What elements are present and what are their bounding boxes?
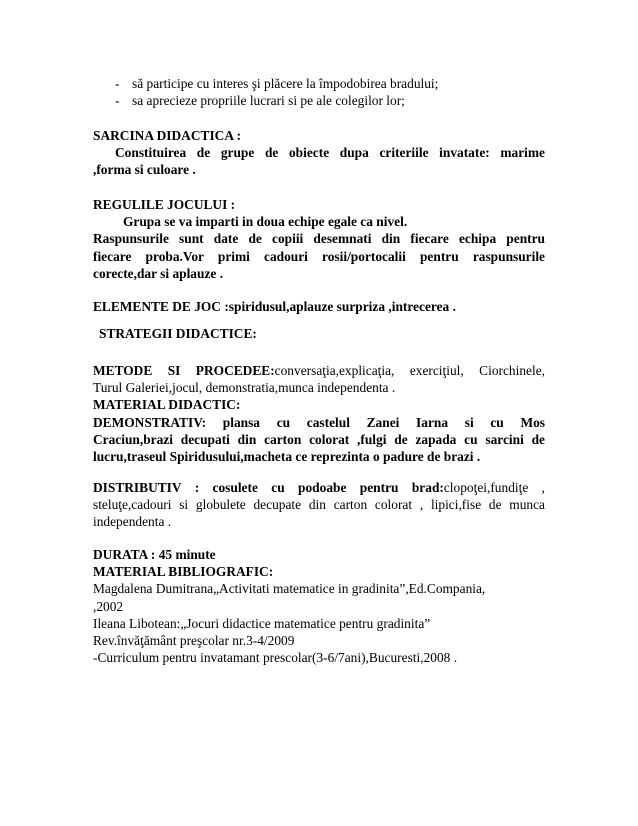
elemente-joc — [93, 298, 545, 315]
bibliografie-line: -Curriculum pentru invatamant prescolar(3-6/7ani),Bucuresti,2008 . — [93, 650, 458, 666]
sarcina-line: ,forma si culoare . — [93, 162, 196, 178]
reguli-section — [93, 196, 545, 282]
bibliografie-line: ,2002 — [93, 598, 124, 614]
elemente-text: ELEMENTE DE JOC :spiridusul,aplauze surpriza ,intrecerea . — [93, 299, 456, 314]
objective-item — [115, 75, 438, 92]
durata-text: DURATA : 45 minute — [93, 547, 216, 562]
strategii-heading: STRATEGII DIDACTICE: — [99, 326, 257, 341]
distributiv-label: DISTRIBUTIV : cosulete cu podoabe pentru brad: — [93, 480, 444, 495]
metode-section — [93, 362, 545, 465]
objective-item — [115, 92, 405, 109]
reguli-heading: REGULILE JOCULUI : — [93, 197, 236, 212]
distributiv-line: steluţe,cadouri si globulete decupate din carton colorat , lipici,fise de munca — [93, 497, 545, 513]
reguli-line: fiecare proba.Vor primi cadouri rosii/portocalii pentru raspunsurile — [93, 248, 545, 264]
material-line: Craciun,brazi decupati din carton colorat ,fulgi de zapada cu sarcini de — [93, 431, 545, 447]
sarcina-section — [93, 127, 545, 179]
durata-bibliografie-section — [93, 546, 545, 666]
material-line: lucru,traseul Spiridusului,macheta ce reprezinta o padure de brazi . — [93, 449, 481, 465]
bibliografie-line: Ileana Libotean:„Jocuri didactice matematice pentru gradinita” — [93, 615, 431, 631]
sarcina-heading: SARCINA DIDACTICA : — [93, 128, 242, 143]
strategii-heading-block — [93, 325, 545, 342]
metode-label: METODE SI PROCEDEE: — [93, 363, 275, 378]
distributiv-text: clopoţei,fundiţe , — [443, 480, 545, 495]
sarcina-line: Constituirea de grupe de obiecte dupa criteriile invatate: marime — [115, 145, 545, 161]
bibliografie-line: Rev.învăţământ preşcolar nr.3-4/2009 — [93, 633, 295, 649]
objective-text: sa aprecieze propriile lucrari si pe ale colegilor lor; — [132, 93, 405, 108]
bibliografie-heading: MATERIAL BIBLIOGRAFIC: — [93, 564, 274, 580]
metode-line — [93, 362, 545, 379]
material-didactic-heading: MATERIAL DIDACTIC: — [93, 397, 241, 413]
metode-line: Turul Galeriei,jocul, demonstratia,munca independenta . — [93, 380, 396, 396]
list-dash: - — [115, 93, 120, 108]
distributiv-section — [93, 479, 545, 531]
metode-text: conversaţia,explicaţia, exerciţiul, Ciorchinele, — [274, 363, 545, 378]
reguli-line: Raspunsurile sunt date de copiii desemnati din fiecare echipa pentru — [93, 231, 545, 247]
material-line: DEMONSTRATIV: plansa cu castelul Zanei Iarna si cu Mos — [93, 414, 545, 430]
bibliografie-line: Magdalena Dumitrana„Activitati matematice in gradinita”,Ed.Compania, — [93, 581, 486, 597]
objective-text: să participe cu interes şi plăcere la împodobirea bradului; — [132, 76, 439, 91]
distributiv-line — [93, 479, 545, 496]
reguli-line: Grupa se va imparti in doua echipe egale ca nivel. — [123, 214, 408, 230]
distributiv-line: independenta . — [93, 514, 172, 530]
reguli-line: corecte,dar si aplauze . — [93, 265, 224, 281]
list-dash: - — [115, 76, 120, 91]
